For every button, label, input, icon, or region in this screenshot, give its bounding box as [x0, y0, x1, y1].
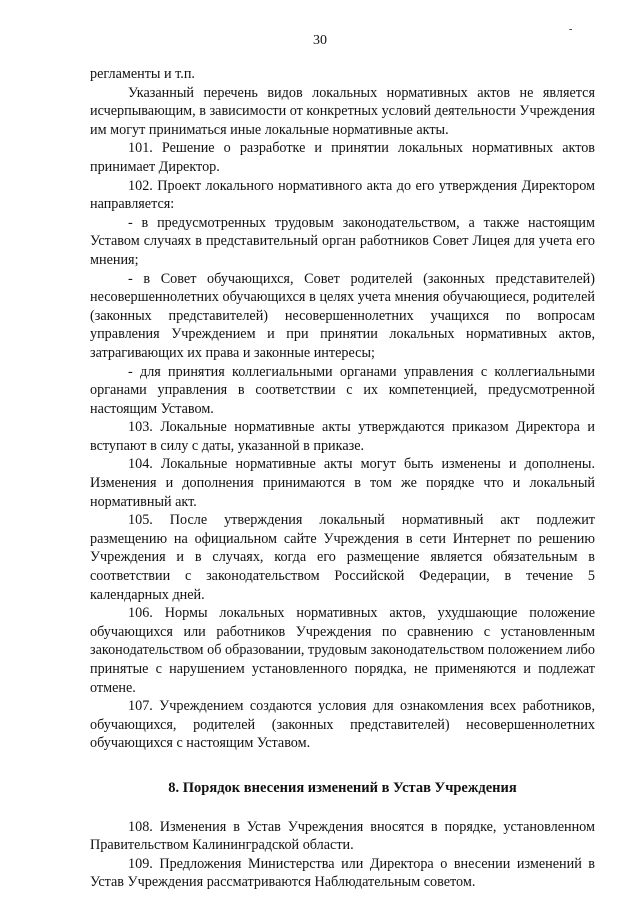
paragraph: 104. Локальные нормативные акты могут быть изменены и дополнены. Изменения и дополнения принимаются в том же порядке что и локальный нормативный акт. [90, 456, 595, 510]
paragraph: Указанный перечень видов локальных нормативных актов не является исчерпывающим, в зависимости от конкретных условий деятельности Учреждения им могут приниматься иные локальные нормативные акты. [90, 84, 595, 138]
paragraph: 108. Изменения в Устав Учреждения вносятся в порядке, установленном Правительством Калининградской области. [90, 818, 595, 854]
paragraph: 102. Проект локального нормативного акта до его утверждения Директором направляется: [90, 177, 595, 213]
corner-mark: - [569, 24, 573, 35]
page-number: 30 [313, 33, 327, 48]
paragraph: 101. Решение о разработке и принятии локальных нормативных актов принимает Директор. [90, 140, 595, 175]
list-item: - в Совет обучающихся, Совет родителей (законных представителей) несовершеннолетних обучающихся в целях учета мнения обучающиеся, родителей (законных представителей) несовершеннолетних учащихся по вопросам управления Учреждением и при принятии локальных нормативных актов, затрагивающих их права и законные интересы; [90, 270, 595, 361]
document-body [90, 65, 595, 892]
paragraph: 107. Учреждением создаются условия для ознакомления всех работников, обучающихся, родителей (законных представителей) несовершеннолетних обучающихся с настоящим Уставом. [90, 698, 595, 752]
list-item: - в предусмотренных трудовым законодательством, а также настоящим Уставом случаях в представительный орган работников Совет Лицея для учета его мнения; [90, 214, 595, 268]
paragraph: регламенты и т.п. [90, 66, 195, 82]
list-item: - для принятия коллегиальными органами управления с коллегиальными органами управления в соответствии с их компетенцией, предусмотренной настоящим Уставом. [90, 363, 595, 417]
paragraph: 106. Нормы локальных нормативных актов, ухудшающие положение обучающихся или работников Учреждения по сравнению с установленным законодательством об образовании, трудовым законодательством положением либо принятые с нарушением установленного порядка, не применяются и подлежат отмене. [90, 605, 595, 696]
paragraph: 109. Предложения Министерства или Директора о внесении изменений в Устав Учреждения рассматриваются Наблюдательным советом. [90, 855, 595, 891]
paragraph: 105. После утверждения локальный нормативный акт подлежит размещению на официальном сайте Учреждения в сети Интернет по решению Учреждения и в случаях, когда его размещение является обязательным в соответствии с законодательством Российской Федерации, в течение 5 календарных дней. [90, 512, 595, 603]
section-heading: 8. Порядок внесения изменений в Устав Учреждения [168, 779, 517, 796]
paragraph: 103. Локальные нормативные акты утверждаются приказом Директора и вступают в силу с даты, указанной в приказе. [90, 419, 595, 454]
